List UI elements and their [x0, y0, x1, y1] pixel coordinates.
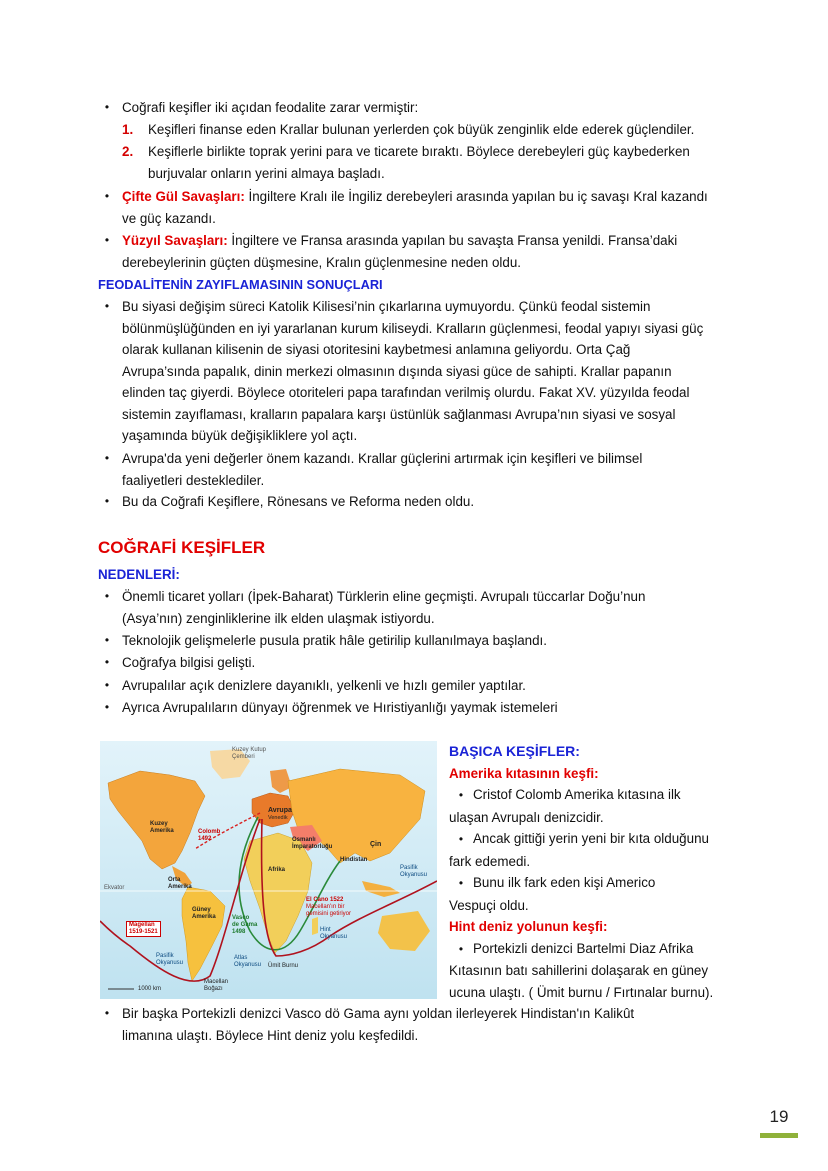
- bullet-text: [122, 586, 738, 629]
- label-line: Güney: [192, 907, 211, 913]
- side-bullet-2: [449, 828, 739, 851]
- label-line: Orta: [168, 877, 181, 883]
- label-line: Atlas: [234, 955, 248, 961]
- label-line: 1519-1521: [129, 929, 158, 935]
- label-line: Amerika: [150, 828, 174, 834]
- basica-heading: BAŞICA KEŞİFLER:: [449, 743, 580, 759]
- amerika-heading: Amerika kıtasının keşfi:: [449, 765, 599, 781]
- bullet-dot: •: [104, 189, 110, 203]
- label-guney-amerika: [192, 907, 216, 921]
- item-text: [148, 141, 738, 184]
- hint-heading: Hint deniz yolunun keşfi:: [449, 919, 608, 934]
- bullet-dot: •: [458, 876, 464, 890]
- section-title: COĞRAFİ KEŞİFLER: [98, 538, 266, 557]
- text-line: Bu siyasi değişim süreci Katolik Kilisesi’nin çıkarlarına uymuyordu. Çünkü feodal sistemin: [122, 299, 651, 314]
- label-line: Avrupa: [268, 807, 292, 814]
- bullet-dot: •: [104, 233, 110, 247]
- label-line: gemisini getiriyor: [306, 911, 352, 917]
- label-line: Macellan: [204, 979, 229, 985]
- term-text: İngiltere Kralı ile İngiliz derebeyleri arasında yapılan bu iç savaşı Kral kazandı: [244, 189, 708, 204]
- label-line: Pasifik: [400, 865, 418, 871]
- term-label: Çifte Gül Savaşları:: [122, 189, 245, 204]
- bullet-ronesans: [98, 491, 738, 513]
- reason-item-5: [98, 697, 738, 719]
- label-cin: Çin: [370, 841, 382, 848]
- text-line: ulaşan Avrupalı denizcidir.: [449, 809, 604, 825]
- text-line: Avrupa'da yeni değerler önem kazandı. Krallar güçlerini artırmak için keşifleri ve bilimsel: [122, 451, 643, 466]
- bullet-text: Coğrafi keşifler iki açıdan feodalite zarar vermiştir:: [122, 100, 419, 115]
- label-osmanli: [292, 837, 332, 851]
- label-line: 1492: [198, 836, 212, 842]
- text-line: yaşamında büyük değişikliklere yol açtı.: [122, 428, 358, 443]
- bullet-dot: •: [104, 633, 110, 647]
- numbered-item-1: [122, 119, 738, 141]
- bullet-cifte-gul: [98, 186, 738, 229]
- page-number: 19: [769, 1107, 789, 1126]
- text-line: ucuna ulaştı. ( Ümit burnu / Fırtınalar burnu).: [449, 984, 714, 1000]
- page-number-underline: [760, 1133, 798, 1138]
- text-line: Cristof Colomb Amerika kıtasına ilk: [473, 787, 681, 802]
- text-line: Önemli ticaret yolları (İpek-Baharat) Türklerin eline geçmişti. Avrupalı tüccarlar Doğu’nun: [122, 589, 646, 604]
- label-kuzey-kutup: [232, 747, 266, 761]
- bullet-vasco-da-gama: [98, 1003, 738, 1046]
- label-line: Macellan'ın bir: [306, 904, 345, 910]
- text-line: faaliyetleri desteklediler.: [122, 472, 265, 488]
- text-line: olarak kullanan kilisenin de siyasi otoritesini kaybetmesi anlamına geliyordu. Orta Çağ: [122, 342, 631, 357]
- text-line: Kıtasının batı sahillerini dolaşarak en güney: [449, 963, 709, 978]
- reason-item-3: [98, 652, 738, 674]
- reason-item-1: [98, 586, 738, 629]
- label-hindistan: Hindistan: [340, 857, 368, 863]
- label-pasifik-north: [400, 865, 427, 879]
- reason-item-2: [98, 630, 738, 652]
- bullet-dot: •: [104, 299, 110, 313]
- label-line: Kuzey Kutup: [232, 747, 267, 753]
- bullet-text: Ayrıca Avrupalıların dünyayı öğrenmek ve Hıristiyanlığı yaymak istemeleri: [122, 700, 558, 715]
- feodalite-heading: FEODALİTENİN ZAYIFLAMASININ SONUÇLARI: [98, 277, 383, 292]
- text-line: Ancak gittiği yerin yeni bir kıta olduğunu: [473, 831, 709, 846]
- label-line: Okyanusu: [320, 934, 348, 940]
- bullet-text: Coğrafya bilgisi gelişti.: [122, 655, 256, 670]
- label-line: de Gama: [232, 922, 258, 928]
- numbered-item-2: [122, 141, 738, 184]
- label-line: Boğazı: [204, 986, 223, 992]
- label-umit-burnu: Ümit Burnu: [268, 963, 299, 969]
- bullet-dot: •: [104, 1006, 110, 1020]
- term-label: Yüzyıl Savaşları:: [122, 233, 228, 248]
- term-text: İngiltere ve Fransa arasında yapılan bu savaşta Fransa yenildi. Fransa’daki: [227, 233, 678, 248]
- bullet-dot: •: [104, 589, 110, 603]
- label-line: İmparatorluğu: [292, 844, 333, 850]
- label-pasifik-south: [156, 953, 183, 967]
- side-bullet-4: [449, 938, 739, 961]
- term-text-line: derebeylerinin güçten düşmesine, Kralın güçlenmesine neden oldu.: [122, 254, 521, 270]
- bullet-dot: •: [104, 678, 110, 692]
- item-text-line: burjuvalar onların yerini almaya başladı.: [148, 165, 385, 181]
- text-line: Portekizli denizci Bartelmi Diaz Afrika: [473, 940, 694, 956]
- bullet-text: Teknolojik gelişmelerle pusula pratik hâle getirilip kullanılmaya başlandı.: [122, 633, 548, 648]
- text-line: fark edemedi.: [449, 853, 531, 869]
- label-line: Hint: [320, 927, 331, 933]
- reason-item-4: [98, 675, 738, 697]
- label-hint-okyanusu: [320, 927, 347, 941]
- bullet-dot: •: [104, 655, 110, 669]
- map-labels: [100, 741, 437, 999]
- label-line: 1498: [232, 929, 246, 935]
- nedenleri-heading: NEDENLERİ:: [98, 567, 180, 582]
- label-kuzey-amerika: [150, 821, 174, 835]
- label-afrika: Afrika: [268, 867, 286, 873]
- label-line: Amerika: [168, 884, 192, 890]
- bullet-dot: •: [104, 100, 110, 114]
- label-colomb: [198, 829, 220, 843]
- bullet-yeni-degerler: [98, 448, 738, 491]
- basica-kesifler: [449, 741, 739, 1003]
- label-line: Kuzey: [150, 821, 168, 827]
- text-line: sistemin zayıflaması, kralların papalara karşı üstünlük sağlanması Avrupa’nın siyasi ve sosyal: [122, 406, 676, 422]
- bullet-dot: •: [104, 700, 110, 714]
- label-line: Venedik: [268, 815, 288, 821]
- label-vasco: [232, 915, 257, 936]
- label-line: Amerika: [192, 914, 216, 920]
- text-line: Vespuçi oldu.: [449, 897, 529, 913]
- label-line: Vasco: [232, 915, 250, 921]
- bullet-text: [122, 230, 738, 273]
- label-elcano: [306, 897, 351, 918]
- text-line: bölünmüşlüğünden en iyi yararlanan kurum kiliseydi. Kralların güçlenmesi, feodal yapıyı siyasi güç: [122, 320, 704, 336]
- label-line: Pasifik: [156, 953, 174, 959]
- bullet-text: Bu da Coğrafi Keşiflere, Rönesans ve Reforma neden oldu.: [122, 494, 475, 509]
- bullet-feodalite-zarar: [98, 97, 738, 119]
- label-line: Okyanusu: [234, 962, 262, 968]
- bullet-dot: •: [458, 832, 464, 846]
- label-macellan-bogazi: [204, 979, 228, 993]
- item-number: 2.: [122, 144, 134, 159]
- label-line: Okyanusu: [400, 872, 428, 878]
- side-bullet-1: [449, 784, 739, 807]
- bullet-text: [122, 296, 738, 447]
- label-orta-amerika: [168, 877, 192, 891]
- label-scale: 1000 km: [138, 986, 162, 992]
- item-text: Keşifleri finanse eden Krallar bulunan yerlerden çok büyük zenginlik elde ederek güçlendiler.: [148, 122, 695, 137]
- item-text-line: Keşiflerle birlikte toprak yerini para ve ticarete bıraktı. Böylece derebeyleri güç kaybederken: [148, 144, 690, 159]
- bullet-yuzyil: [98, 230, 738, 273]
- label-ekvator: Ekvator: [104, 885, 125, 891]
- bullet-dot: •: [458, 941, 464, 956]
- side-bullet-3: [449, 872, 739, 895]
- bullet-text: [122, 1003, 738, 1046]
- text-line: Avrupa’sında papalık, dinin merkezi olmasının dışında siyasi güce de sahipti. Krallar papanın: [122, 363, 672, 379]
- bullet-text: [122, 186, 738, 229]
- text-line: elinden taç giyerdi. Böylece otoriteleri papa tarafından verilmiş olurdu. Fakat XV. yüzyılda feodal: [122, 385, 690, 400]
- label-line: Magellan: [129, 922, 155, 928]
- bullet-siyasi-degisim: [98, 296, 738, 447]
- bullet-dot: •: [104, 451, 110, 465]
- label-line: Okyanusu: [156, 960, 184, 966]
- text-line: limanına ulaştı. Böylece Hint deniz yolu keşfedildi.: [122, 1027, 419, 1043]
- text-line: Bir başka Portekizli denizci Vasco dö Gama aynı yoldan ilerleyerek Hindistan'ın Kalikût: [122, 1006, 635, 1021]
- text-line: Bunu ilk fark eden kişi Americo: [473, 875, 656, 890]
- label-atlas-okyanusu: [234, 955, 261, 969]
- text-line: (Asya’nın) zenginliklerine ilk elden ulaşmak istiyordu.: [122, 610, 435, 626]
- discovery-map: [100, 741, 437, 999]
- label-line: Çemberi: [232, 754, 255, 760]
- bullet-text: Avrupalılar açık denizlere dayanıklı, yelkenli ve hızlı gemiler yaptılar.: [122, 678, 526, 693]
- bullet-dot: •: [104, 494, 110, 508]
- item-number: 1.: [122, 122, 134, 137]
- label-line: Colomb: [198, 829, 221, 835]
- label-magellan: [126, 921, 161, 937]
- term-text-line: ve güç kazandı.: [122, 210, 216, 226]
- label-line: Osmanlı: [292, 837, 316, 843]
- bullet-dot: •: [458, 788, 464, 802]
- bullet-text: [122, 448, 738, 491]
- label-avrupa: [268, 807, 292, 822]
- label-line: El Cano 1522: [306, 897, 344, 903]
